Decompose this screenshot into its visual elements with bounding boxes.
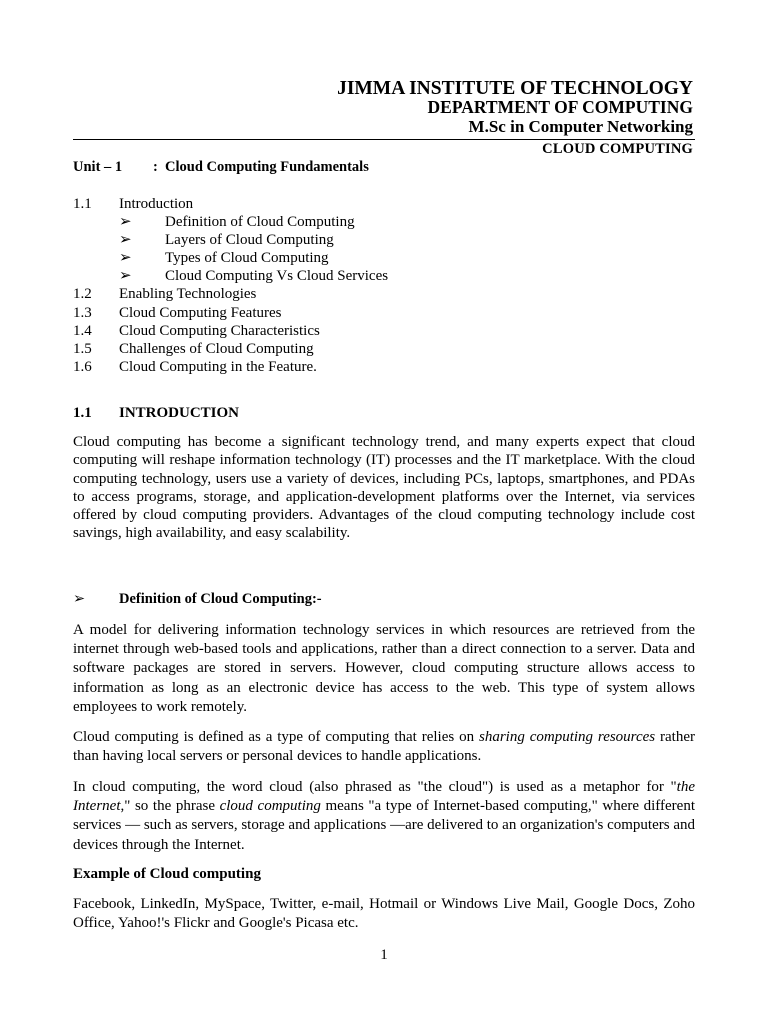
definition-heading	[73, 591, 322, 608]
toc-subitem	[73, 249, 388, 267]
toc-item	[73, 195, 388, 213]
arrow-bullet-icon: ➢	[119, 214, 132, 231]
text-segment: rather than having local servers or personal devices to handle applications.	[73, 729, 695, 765]
toc-subitem-label: Cloud Computing Vs Cloud Services	[165, 268, 389, 285]
toc-item	[73, 304, 388, 322]
intro-paragraph: Cloud computing has become a significant technology trend, and many experts expect that cloud computing will reshape information technology (IT) processes and the IT marketplace. With the cloud computing technology, users use a variety of devices, including PCs, laptops, smartphones, and PDAs to access programs, storage, and application-development platforms over the Internet, via services offered by cloud computing providers. Advantages of the cloud computing technology include cost savings, high availability, and easy scalability.	[73, 434, 695, 542]
toc-item-number: 1.1	[73, 196, 92, 212]
toc-subitem-label: Types of Cloud Computing	[165, 250, 329, 267]
definition-paragraph-2	[73, 728, 695, 766]
text-segment: Cloud computing is defined as a type of computing that relies on	[73, 729, 479, 745]
example-heading: Example of Cloud computing	[73, 866, 261, 882]
definition-heading-text: Definition of Cloud Computing:-	[119, 591, 322, 607]
text-segment: means "a type of Internet-based computing," where different services — such as servers, storage and applications —are delivered to an organization's computers and devices through the Internet.	[73, 798, 695, 853]
section-heading	[73, 405, 239, 422]
toc-item-number: 1.2	[73, 286, 92, 303]
toc-item-label: Challenges of Cloud Computing	[119, 340, 314, 357]
text-segment: ," so the phrase	[120, 798, 220, 815]
toc-item-label: Cloud Computing in the Feature.	[119, 358, 317, 375]
text-segment: In cloud computing, the word cloud (also phrased as "the cloud") is used as a metaphor for "	[73, 779, 677, 795]
arrow-bullet-icon: ➢	[73, 591, 86, 607]
toc-item	[73, 358, 388, 376]
toc-item-label: Cloud Computing Features	[119, 304, 282, 321]
emphasis-text: cloud computing	[219, 798, 321, 815]
emphasis-text: sharing computing resources	[478, 729, 656, 745]
page-number: 1	[380, 947, 388, 963]
toc-item-number: 1.5	[73, 340, 92, 357]
toc-item-label: Cloud Computing Characteristics	[119, 322, 320, 339]
toc-subitem-label: Definition of Cloud Computing	[165, 214, 355, 231]
table-of-contents	[73, 195, 388, 376]
toc-item	[73, 322, 388, 340]
definition-paragraph: A model for delivering information technology services in which resources are retrieved from the internet through web-based tools and applications, rather than a direct connection to a server. Data and software packages are stored in servers. However, cloud computing structure allows access to information as long as an electronic device has access to the web. This type of system allows employees to work remotely.	[73, 622, 695, 715]
unit-title: Cloud Computing Fundamentals	[165, 159, 369, 175]
program-title: M.Sc in Computer Networking	[468, 117, 693, 136]
toc-subitem-label: Layers of Cloud Computing	[165, 232, 334, 249]
toc-item-number: 1.4	[73, 322, 92, 339]
arrow-bullet-icon: ➢	[119, 250, 132, 267]
unit-label: Unit – 1	[73, 159, 123, 175]
toc-item-label: Enabling Technologies	[119, 286, 257, 303]
toc-subitem	[73, 213, 388, 231]
department-title: DEPARTMENT OF COMPUTING	[427, 97, 693, 117]
section-number: 1.1	[73, 405, 92, 421]
toc-item-label: Introduction	[119, 196, 194, 212]
toc-item-number: 1.3	[73, 304, 92, 321]
emphasis-text: the Internet	[73, 779, 695, 815]
toc-item	[73, 285, 388, 303]
institute-title: JIMMA INSTITUTE OF TECHNOLOGY	[337, 78, 693, 99]
arrow-bullet-icon: ➢	[119, 232, 132, 249]
header-divider	[73, 139, 695, 140]
unit-separator: :	[153, 159, 158, 175]
arrow-bullet-icon: ➢	[119, 268, 132, 285]
toc-subitem	[73, 267, 388, 285]
section-title: INTRODUCTION	[119, 405, 240, 421]
toc-subitem	[73, 231, 388, 249]
toc-item	[73, 340, 388, 358]
unit-heading	[73, 159, 369, 176]
toc-item-number: 1.6	[73, 358, 92, 375]
example-paragraph: Facebook, LinkedIn, MySpace, Twitter, e-mail, Hotmail or Windows Live Mail, Google Docs, Zoho Office, Yahoo!'s Flickr and Google's Picasa etc.	[73, 896, 695, 932]
definition-paragraph-3	[73, 778, 695, 855]
course-title: CLOUD COMPUTING	[542, 141, 693, 157]
